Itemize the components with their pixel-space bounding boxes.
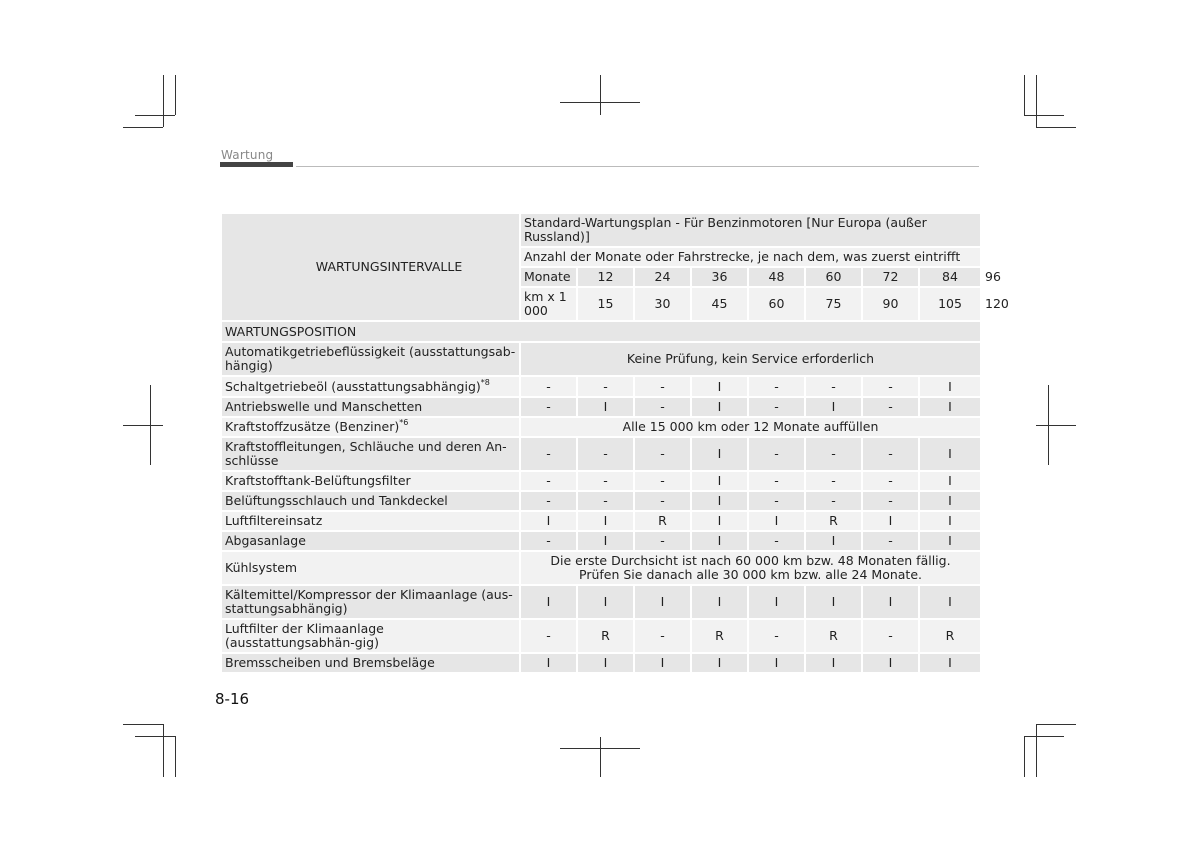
item-note bbox=[520, 551, 981, 585]
position-label: WARTUNGSPOSITION bbox=[221, 321, 981, 342]
service-action: I bbox=[691, 653, 748, 673]
item-label-cell bbox=[221, 551, 520, 585]
item-label-cell bbox=[221, 342, 520, 376]
service-action: - bbox=[805, 471, 862, 491]
section-header-bar bbox=[220, 162, 293, 167]
service-action: I bbox=[577, 511, 634, 531]
item-label-cell bbox=[221, 417, 520, 437]
service-action: - bbox=[748, 397, 805, 417]
service-action: I bbox=[919, 531, 981, 551]
service-action: I bbox=[805, 653, 862, 673]
service-action: - bbox=[862, 491, 919, 511]
item-label: Kühlsystem bbox=[225, 560, 298, 575]
item-label: Kraftstoffleitungen, Schläuche und deren An-schlüsse bbox=[225, 439, 507, 468]
km-value: 105 bbox=[919, 287, 981, 321]
item-label: Belüftungsschlauch und Tankdeckel bbox=[225, 493, 448, 508]
service-action: - bbox=[748, 619, 805, 653]
service-action: - bbox=[577, 437, 634, 471]
service-action: - bbox=[577, 376, 634, 397]
service-action: I bbox=[805, 531, 862, 551]
service-action: I bbox=[919, 511, 981, 531]
service-action: R bbox=[805, 619, 862, 653]
service-action: - bbox=[520, 531, 577, 551]
intervals-label: WARTUNGSINTERVALLE bbox=[221, 213, 520, 321]
service-action: I bbox=[748, 511, 805, 531]
service-action: I bbox=[634, 653, 691, 673]
item-label-cell bbox=[221, 397, 520, 417]
service-action: I bbox=[691, 585, 748, 619]
km-value: 15 bbox=[577, 287, 634, 321]
item-label-cell bbox=[221, 531, 520, 551]
service-action: I bbox=[919, 491, 981, 511]
crop-mark bbox=[1024, 75, 1025, 115]
item-note bbox=[520, 417, 981, 437]
item-note bbox=[520, 342, 981, 376]
service-action: I bbox=[805, 585, 862, 619]
item-note-text: Alle 15 000 km oder 12 Monate auffüllen bbox=[622, 419, 879, 434]
table-row bbox=[221, 511, 981, 531]
item-label: Kraftstoffzusätze (Benziner) bbox=[225, 419, 400, 434]
crop-mark bbox=[175, 75, 176, 115]
registration-mark bbox=[150, 385, 151, 465]
maintenance-schedule-table: WARTUNGSINTERVALLE Standard-Wartungsplan - Für Benzinmotoren [Nur Europa (außer Russland)] Anzahl der Monate oder Fahrstrecke, je nach dem, was zuerst eintrifft Monate 12 24 36 48 60 72 84 96 km x 1 000 15 30 45 60 75 90 105 120 WARTUNGSPOSITION Automatikgetriebeflüssigkeit (ausstattungsab-hängig) Keine Prüfung, kein Service erforderlich Schaltgetriebeöl (ausstattungsabhängig)$^{*8}$ - - - I - - - I Antriebswelle und Manschetten - I - I - I - I Kraftstoffzusätze (Benziner)$^{*6}$ Alle 15 000 km oder 12 Monate auffüllen Kraftstoffleitungen, Schläuche und deren An-schlüsse - - - I - - - I Kraftstofftank-Belüftungsfilter - - - I - - - I Belüftungsschlauch und Tankdeckel - - - I - - - I Luftfiltereinsatz I I R I I R I I Abgasanlage - I - I - I - I Kühlsystem Die erste Durchsicht ist nach 60 000 km bzw. 48 Monaten fällig. Prüfen Sie danach alle 30 000 km bzw. alle 24 Monate. Kältemittel/Kompressor der Klimaanlage (aus-stattungsabhängig) I I I I I I I I Luftfilter der Klimaanlage (ausstattungsabhän-gig) - R - R - R - R Bremsscheiben und Bremsbeläge I I I I I I I I bbox=[220, 212, 982, 674]
service-action: - bbox=[634, 491, 691, 511]
service-action: - bbox=[748, 471, 805, 491]
registration-mark bbox=[123, 425, 163, 426]
crop-mark bbox=[1024, 115, 1064, 116]
service-action: I bbox=[919, 437, 981, 471]
service-action: - bbox=[577, 491, 634, 511]
service-action: I bbox=[691, 437, 748, 471]
crop-mark bbox=[123, 724, 163, 725]
footnote-ref: *8 bbox=[480, 377, 490, 387]
service-action: - bbox=[862, 376, 919, 397]
table-row bbox=[221, 551, 981, 585]
crop-mark bbox=[135, 115, 175, 116]
item-label: Luftfilter der Klimaanlage (ausstattungsabhän-gig) bbox=[225, 621, 384, 650]
item-label-cell bbox=[221, 619, 520, 653]
service-action: I bbox=[919, 653, 981, 673]
registration-mark bbox=[600, 75, 601, 115]
service-action: I bbox=[691, 471, 748, 491]
service-action: I bbox=[919, 397, 981, 417]
month-value: 48 bbox=[748, 267, 805, 287]
crop-mark bbox=[135, 736, 175, 737]
service-action: I bbox=[691, 491, 748, 511]
service-action: I bbox=[805, 397, 862, 417]
service-action: - bbox=[520, 376, 577, 397]
service-action: - bbox=[862, 397, 919, 417]
item-label-cell bbox=[221, 653, 520, 673]
service-action: - bbox=[634, 376, 691, 397]
service-action: I bbox=[862, 653, 919, 673]
registration-mark bbox=[1048, 385, 1049, 465]
km-label: km x 1 000 bbox=[520, 287, 577, 321]
service-action: I bbox=[691, 511, 748, 531]
crop-mark bbox=[1036, 75, 1037, 127]
service-action: I bbox=[691, 531, 748, 551]
service-action: I bbox=[748, 585, 805, 619]
table-row bbox=[221, 653, 981, 673]
service-action: I bbox=[577, 653, 634, 673]
service-action: - bbox=[862, 437, 919, 471]
service-action: I bbox=[634, 585, 691, 619]
item-label: Antriebswelle und Manschetten bbox=[225, 399, 423, 414]
item-label-cell bbox=[221, 585, 520, 619]
crop-mark bbox=[123, 127, 163, 128]
table-row bbox=[221, 376, 981, 397]
section-header-rule bbox=[296, 166, 979, 167]
item-label: Kältemittel/Kompressor der Klimaanlage (aus-stattungsabhängig) bbox=[225, 587, 513, 616]
service-action: I bbox=[691, 376, 748, 397]
service-action: - bbox=[862, 471, 919, 491]
service-action: - bbox=[634, 531, 691, 551]
months-label: Monate bbox=[520, 267, 577, 287]
item-note-text: Keine Prüfung, kein Service erforderlich bbox=[626, 351, 875, 366]
service-action: - bbox=[520, 491, 577, 511]
service-action: I bbox=[520, 585, 577, 619]
item-label: Luftfiltereinsatz bbox=[225, 513, 323, 528]
service-action: I bbox=[862, 585, 919, 619]
service-action: - bbox=[862, 531, 919, 551]
crop-mark bbox=[163, 724, 164, 777]
service-action: R bbox=[577, 619, 634, 653]
table-row bbox=[221, 437, 981, 471]
footnote-ref: *6 bbox=[399, 418, 409, 427]
service-action: - bbox=[634, 397, 691, 417]
service-action: - bbox=[805, 437, 862, 471]
table-row bbox=[221, 342, 981, 376]
km-value: 60 bbox=[748, 287, 805, 321]
service-action: - bbox=[805, 491, 862, 511]
service-action: - bbox=[577, 471, 634, 491]
km-value: 90 bbox=[862, 287, 919, 321]
month-value: 36 bbox=[691, 267, 748, 287]
item-label: Abgasanlage bbox=[225, 533, 306, 548]
service-action: - bbox=[520, 619, 577, 653]
service-action: I bbox=[748, 653, 805, 673]
item-label-cell bbox=[221, 511, 520, 531]
table-row bbox=[221, 471, 981, 491]
service-action: R bbox=[691, 619, 748, 653]
item-label: Bremsscheiben und Bremsbeläge bbox=[225, 655, 435, 670]
crop-mark bbox=[175, 736, 176, 777]
service-action: I bbox=[520, 653, 577, 673]
table-row bbox=[221, 619, 981, 653]
km-value: 75 bbox=[805, 287, 862, 321]
service-action: I bbox=[919, 376, 981, 397]
plan-title: Standard-Wartungsplan - Für Benzinmotoren [Nur Europa (außer Russland)] bbox=[520, 213, 981, 247]
item-note-text: Prüfen Sie danach alle 30 000 km bzw. alle 24 Monate. bbox=[579, 567, 922, 582]
item-label: Automatikgetriebeflüssigkeit (ausstattungsab-hängig) bbox=[225, 344, 516, 373]
page-number: 8-16 bbox=[215, 690, 250, 708]
table-row bbox=[221, 417, 981, 437]
service-action: I bbox=[919, 471, 981, 491]
service-action: R bbox=[919, 619, 981, 653]
item-label-cell bbox=[221, 376, 520, 397]
month-value: 24 bbox=[634, 267, 691, 287]
service-action: I bbox=[862, 511, 919, 531]
crop-mark bbox=[1024, 736, 1064, 737]
section-header: Wartung bbox=[221, 148, 274, 162]
service-action: I bbox=[577, 531, 634, 551]
service-action: - bbox=[634, 437, 691, 471]
service-action: I bbox=[577, 585, 634, 619]
month-value: 72 bbox=[862, 267, 919, 287]
crop-mark bbox=[163, 75, 164, 127]
month-value: 12 bbox=[577, 267, 634, 287]
service-action: I bbox=[577, 397, 634, 417]
service-action: - bbox=[520, 437, 577, 471]
item-note-text: Die erste Durchsicht ist nach 60 000 km bzw. 48 Monaten fällig. bbox=[550, 553, 951, 568]
service-action: - bbox=[862, 619, 919, 653]
item-label: Kraftstofftank-Belüftungsfilter bbox=[225, 473, 411, 488]
crop-mark bbox=[1036, 724, 1037, 777]
service-action: - bbox=[748, 437, 805, 471]
service-action: - bbox=[748, 531, 805, 551]
service-action: I bbox=[691, 397, 748, 417]
table-row bbox=[221, 585, 981, 619]
month-value: 60 bbox=[805, 267, 862, 287]
month-value: 84 bbox=[919, 267, 981, 287]
service-action: - bbox=[748, 491, 805, 511]
service-action: I bbox=[919, 585, 981, 619]
crop-mark bbox=[1036, 724, 1076, 725]
service-action: - bbox=[748, 376, 805, 397]
service-action: I bbox=[520, 511, 577, 531]
service-action: - bbox=[520, 471, 577, 491]
registration-mark bbox=[600, 737, 601, 777]
service-action: - bbox=[634, 471, 691, 491]
table-row bbox=[221, 491, 981, 511]
item-label-cell bbox=[221, 471, 520, 491]
service-action: - bbox=[634, 619, 691, 653]
item-label: Schaltgetriebeöl (ausstattungsabhängig) bbox=[225, 378, 481, 394]
crop-mark bbox=[1036, 127, 1076, 128]
service-action: - bbox=[520, 397, 577, 417]
table-row bbox=[221, 397, 981, 417]
item-label-cell bbox=[221, 491, 520, 511]
km-value: 30 bbox=[634, 287, 691, 321]
service-action: R bbox=[634, 511, 691, 531]
registration-mark bbox=[1036, 425, 1076, 426]
table-row bbox=[221, 531, 981, 551]
crop-mark bbox=[1024, 736, 1025, 777]
item-label-cell bbox=[221, 437, 520, 471]
service-action: R bbox=[805, 511, 862, 531]
service-action: - bbox=[805, 376, 862, 397]
km-value: 45 bbox=[691, 287, 748, 321]
plan-subtitle: Anzahl der Monate oder Fahrstrecke, je nach dem, was zuerst eintrifft bbox=[520, 247, 981, 267]
